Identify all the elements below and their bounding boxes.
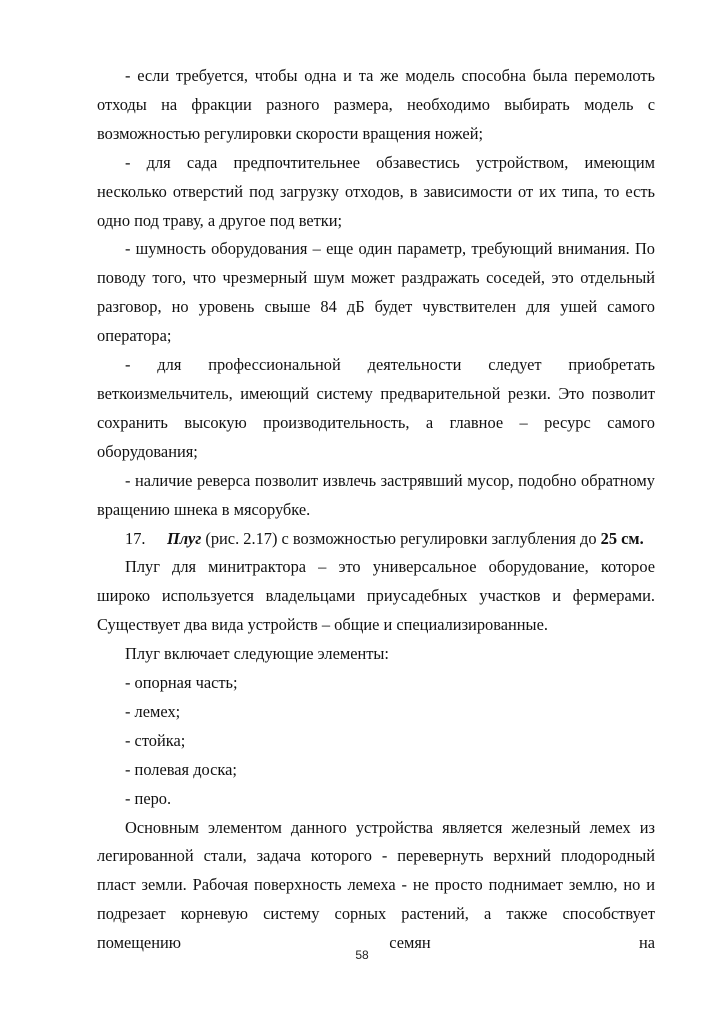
- section-ref: (рис. 2.17) с возможностью регулировки заглубления до: [201, 528, 601, 548]
- section-depth: 25 см.: [600, 528, 644, 548]
- list-item: - стойка;: [125, 730, 186, 750]
- list-item: - полевая доска;: [125, 759, 237, 779]
- list-item: - перо.: [125, 788, 172, 808]
- document-page: [97, 62, 655, 958]
- section-number: 17.: [125, 528, 146, 548]
- paragraph-garden-openings: - для сада предпочтительнее обзавестись устройством, имеющим несколько отверстий под загрузку отходов, в зависимости от их типа, то есть одно под траву, а другое под ветки;: [97, 152, 655, 230]
- paragraph-reverse: - наличие реверса позволит извлечь застрявший мусор, подобно обратному вращению шнека в мясорубке.: [97, 470, 655, 519]
- paragraph-adjustable-speed: - если требуется, чтобы одна и та же модель способна была перемолоть отходы на фракции разного размера, необходимо выбирать модель с возможностью регулировки скорости вращения ножей;: [97, 66, 655, 143]
- section-heading: [97, 525, 655, 554]
- paragraph-noise: - шумность оборудования – еще один параметр, требующий внимания. По поводу того, что чрезмерный шум может раздражать соседей, это отдельный разговор, но уровень свыше 84 дБ будет чувствителен для ушей самого оператора;: [97, 239, 655, 346]
- paragraph-ploughshare: Основным элементом данного устройства является железный лемех из легированной стали, задача которого - перевернуть верхний плодородный пласт земли. Рабочая поверхность лемеха - не просто поднимает землю, но и подрезает корневую систему сорных растений, а также способствует помещению семян на: [97, 817, 655, 953]
- page-number: 58: [355, 948, 369, 962]
- list-item: - лемех;: [125, 701, 181, 721]
- paragraph-plough-elements: Плуг включает следующие элементы:: [125, 644, 389, 664]
- paragraph-plough-intro: Плуг для минитрактора – это универсальное оборудование, которое широко используется владельцами приусадебных участков и фермерами. Существует два вида устройств – общие и специализированные.: [97, 557, 655, 635]
- paragraph-professional: - для профессиональной деятельности следует приобретать веткоизмельчитель, имеющий систему предварительной резки. Это позволит сохранить высокую производительность, а главное – ресурс самого оборудования;: [97, 355, 655, 461]
- section-term: Плуг: [167, 528, 202, 548]
- list-item: - опорная часть;: [125, 673, 238, 693]
